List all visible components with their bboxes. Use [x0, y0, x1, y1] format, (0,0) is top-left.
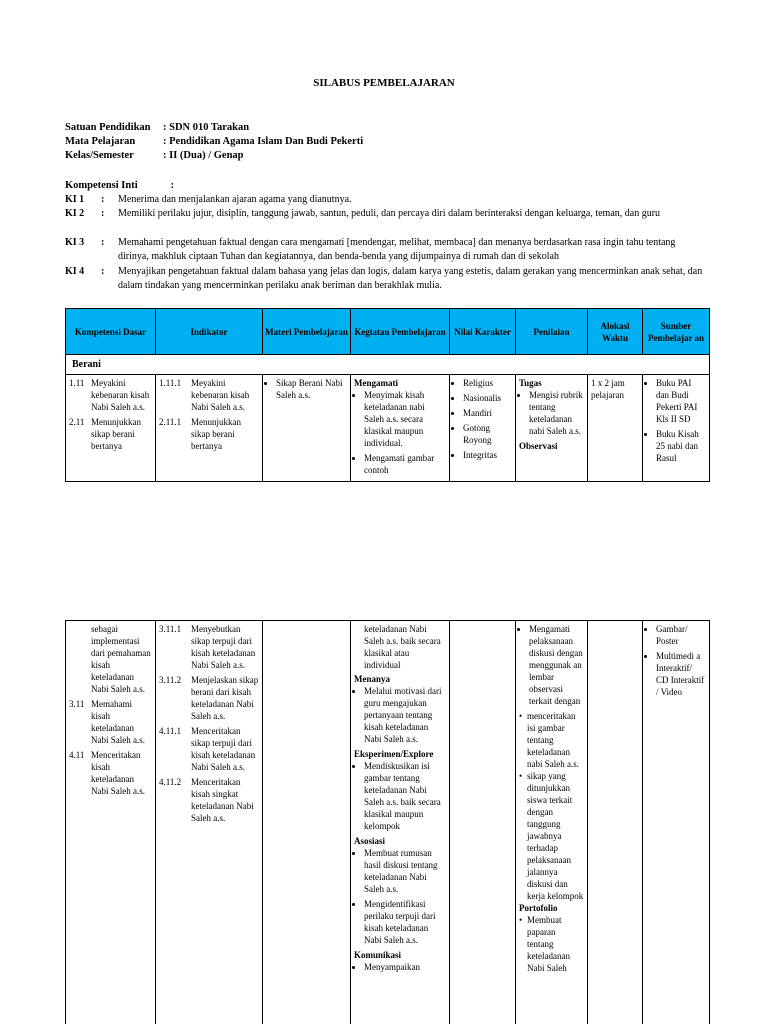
kegiatan-heading: Asosiasi — [354, 836, 386, 846]
penilaian-item: • sikap yang ditunjukkan siswa terkait dengan tanggung jawabnya terhadap pelaksanaan jalannya diskusi dan kerja kelompok — [519, 771, 584, 901]
indikator-number: 4.11.2 — [159, 777, 182, 787]
nilai-item: • Integritas — [463, 449, 512, 461]
kegiatan-cell — [351, 375, 450, 482]
nilai-item: • Religius — [463, 377, 512, 389]
identity-label: Kelas/Semester — [65, 150, 134, 161]
identity-block — [65, 121, 363, 163]
penilaian-cell — [516, 621, 588, 1024]
indikator-item — [159, 776, 259, 824]
sumber-list — [646, 377, 706, 464]
indikator-number: 3.11.2 — [159, 675, 182, 685]
kegiatan-item: • Melalui motivasi dari guru mengajukan pertanyaan tentang kisah keteladanan Nabi Saleh a.s. — [364, 685, 446, 745]
column-header: Kegiatan Pembelajaran — [351, 309, 450, 355]
nilai-item: • Mandiri — [463, 407, 512, 419]
materi-item: • Sikap Berani Nabi Saleh a.s. — [276, 377, 347, 401]
ki-heading — [65, 180, 174, 191]
indikator-number: 3.11.1 — [159, 624, 182, 634]
syllabus-table-continued — [65, 620, 710, 1024]
table-row — [66, 375, 710, 482]
materi-cell — [263, 375, 351, 482]
ki-number: KI 4 — [65, 266, 85, 277]
indikator-item — [159, 377, 259, 413]
penilaian-item: • Mengamati pelaksanaan diskusi dengan menggunak an lembar observasi terkait dengan — [529, 623, 584, 707]
identity-value: : II (Dua) / Genap — [163, 150, 244, 161]
kd-continued-text: sebagai implementasi dari pemahaman kisah keteladanan Nabi Saleh a.s. — [91, 624, 151, 694]
ki-item — [65, 207, 705, 221]
kd-number: 1.11 — [69, 378, 85, 388]
kd-item — [69, 377, 152, 413]
ki-heading-label: Kompetensi Inti — [65, 180, 138, 191]
kegiatan-item: • Menyampaikan — [364, 961, 446, 973]
indikator-text: Meyakini kebenaran kisah Nabi Saleh a.s. — [191, 378, 250, 412]
penilaian-list — [519, 623, 584, 707]
nilai-cell — [450, 375, 516, 482]
indikator-cell — [156, 375, 263, 482]
table-row — [66, 621, 710, 1024]
document-title: SILABUS PEMBELAJARAN — [313, 77, 455, 89]
ki-colon: : — [101, 237, 105, 248]
ki-text: Memahami pengetahuan faktual dengan cara mengamati [mendengar, melihat, membaca] dan menanya berdasarkan rasa ingin tahu tentang dirinya, makhluk ciptaan Tuhan dan kegiatannya, dan benda-benda yang dijumpainya di rumah dan di sekolah — [118, 237, 676, 262]
kd-number: 2.11 — [69, 417, 85, 427]
kd-cell — [66, 375, 156, 482]
ki-colon: : — [101, 208, 105, 219]
section-label: Berani — [66, 355, 710, 375]
indikator-number: 4.11.1 — [159, 726, 182, 736]
kd-number: 4.11 — [69, 750, 85, 760]
kd-item — [69, 749, 152, 797]
identity-row — [65, 121, 363, 135]
sumber-item: • Buku Kisah 25 nabi dan Rasul — [656, 428, 706, 464]
penilaian-item: • menceritakan isi gambar tentang keteladanan nabi Saleh a.s. — [519, 711, 579, 769]
syllabus-table — [65, 308, 710, 482]
kd-text: Meyakini kebenaran kisah Nabi Saleh a.s. — [91, 378, 150, 412]
materi-cell — [263, 621, 351, 1024]
kd-text: Menceritakan kisah keteladanan Nabi Saleh a.s. — [91, 750, 145, 796]
section-row — [66, 355, 710, 375]
column-header: Nilai Karakter — [450, 309, 516, 355]
indikator-text: Menjelaskan sikap berani dari kisah keteladanan Nabi Saleh a.s. — [191, 675, 259, 721]
sumber-item: • Multimedi a Interaktif/ CD Interaktif / Video — [656, 650, 706, 698]
sumber-cell — [643, 621, 710, 1024]
ki-colon: : — [101, 194, 105, 205]
kegiatan-list — [354, 760, 446, 832]
kegiatan-item: • Mendiskusikan isi gambar tentang keteladanan Nabi Saleh a.s. baik secara klasikal maupun kelompok — [364, 760, 446, 832]
column-header: Sumber Pembelajar an — [643, 309, 710, 355]
penilaian-item: • Mengisi rubrik tentang keteladanan nabi Saleh a.s. — [529, 389, 584, 437]
identity-label: Mata Pelajaran — [65, 136, 136, 147]
bullet-icon: • — [519, 711, 523, 721]
materi-list — [266, 377, 347, 401]
column-header: Indikator — [156, 309, 263, 355]
kegiatan-list — [354, 389, 446, 476]
alokasi-cell — [588, 621, 643, 1024]
kegiatan-item: • Menyimak kisah keteladanan nabi Saleh a.s. secara klasikal maupun individual. — [364, 389, 446, 449]
penilaian-cell — [516, 375, 588, 482]
kegiatan-heading: Eksperimen/Explore — [354, 749, 434, 759]
kegiatan-list — [354, 847, 446, 946]
indikator-item — [159, 725, 259, 773]
penilaian-item: • Membuat paparan tentang keteladanan Nabi Saleh — [519, 915, 570, 973]
ki-item — [65, 236, 705, 264]
column-header: Alokasi Waktu — [588, 309, 643, 355]
ki-heading-colon: : — [170, 180, 175, 191]
kegiatan-heading: Menanya — [354, 674, 390, 684]
kegiatan-heading: Mengamati — [354, 378, 398, 388]
indikator-text: Menceritakan sikap terpuji dari kisah keteladanan Nabi Saleh a.s. — [191, 726, 256, 772]
identity-value: : Pendidikan Agama Islam Dan Budi Pekerti — [163, 136, 364, 147]
penilaian-list — [519, 389, 584, 437]
kegiatan-item: • Mengamati gambar contoh — [364, 452, 446, 476]
sumber-cell — [643, 375, 710, 482]
kegiatan-continued-text: keteladanan Nabi Saleh a.s. baik secara klasikal atau individual — [364, 624, 441, 670]
kd-text: Memahami kisah keteladanan Nabi Saleh a.s. — [91, 699, 145, 745]
identity-label: Satuan Pendidikan — [65, 122, 151, 133]
indikator-item — [159, 623, 259, 671]
indikator-text: Menyebutkan sikap terpuji dari kisah keteladanan Nabi Saleh a.s. — [191, 624, 256, 670]
penilaian-heading: Tugas — [519, 378, 542, 388]
kd-text: Menunjukkan sikap berani bertanya — [91, 417, 141, 451]
kegiatan-item: • Membuat rumusan hasil diskusi tentang keteladanan Nabi Saleh a.s. — [364, 847, 446, 895]
identity-value: : SDN 010 Tarakan — [163, 122, 250, 133]
bullet-icon: • — [519, 771, 523, 781]
nilai-list — [453, 377, 512, 461]
sumber-item: • Buku PAI dan Budi Pekerti PAI Kls II SD — [656, 377, 706, 425]
penilaian-heading: Observasi — [519, 441, 558, 451]
ki-text: Menerima dan menjalankan ajaran agama yang dianutnya. — [118, 194, 352, 205]
kegiatan-item: • Mengidentifikasi perilaku terpuji dari kisah keteladanan Nabi Saleh a.s. — [364, 898, 446, 946]
identity-row — [65, 135, 363, 149]
sumber-list — [646, 623, 706, 698]
table-header-row — [66, 309, 710, 355]
ki-number: KI 2 — [65, 208, 85, 219]
column-header: Kompetensi Dasar — [66, 309, 156, 355]
alokasi-cell: 1 x 2 jam pelajaran — [588, 375, 643, 482]
ki-number: KI 3 — [65, 237, 85, 248]
kd-cell — [66, 621, 156, 1024]
kegiatan-cell — [351, 621, 450, 1024]
ki-text: Memiliki perilaku jujur, disiplin, tanggung jawab, santun, peduli, dan percaya diri dalam berinteraksi dengan keluarga, teman, dan guru — [118, 208, 661, 219]
bullet-icon: • — [519, 915, 523, 925]
identity-row — [65, 149, 363, 163]
column-header: Materi Pembelajaran — [263, 309, 351, 355]
ki-item — [65, 265, 705, 293]
kd-item — [69, 698, 152, 746]
kd-item — [69, 416, 152, 452]
kegiatan-list — [354, 685, 446, 745]
ki-item — [65, 193, 705, 207]
ki-number: KI 1 — [65, 194, 85, 205]
sumber-item: • Gambar/ Poster — [656, 623, 706, 647]
indikator-text: Menunjukkan sikap berani bertanya — [191, 417, 241, 451]
nilai-item: • Gotong Royong — [463, 422, 512, 446]
nilai-cell — [450, 621, 516, 1024]
penilaian-heading: Portofolio — [519, 903, 558, 913]
ki-colon: : — [101, 266, 105, 277]
indikator-text: Menceritakan kisah singkat keteladanan Nabi Saleh a.s. — [191, 777, 254, 823]
ki-text: Menyajikan pengetahuan faktual dalam bahasa yang jelas dan logis, dalam karya yang estetis, dalam gerakan yang mencerminkan anak sehat, dan dalam tindakan yang mencerminkan perilaku anak beriman dan berakhlak mulia. — [118, 266, 703, 291]
indikator-number: 2.11.1 — [159, 417, 182, 427]
kegiatan-list — [354, 961, 446, 973]
indikator-number: 1.11.1 — [159, 378, 182, 388]
indikator-cell — [156, 621, 263, 1024]
column-header: Penilaian — [516, 309, 588, 355]
kd-number: 3.11 — [69, 699, 85, 709]
indikator-item — [159, 674, 259, 722]
nilai-item: • Nasionalis — [463, 392, 512, 404]
kegiatan-heading: Komunikasi — [354, 950, 402, 960]
indikator-item — [159, 416, 259, 452]
